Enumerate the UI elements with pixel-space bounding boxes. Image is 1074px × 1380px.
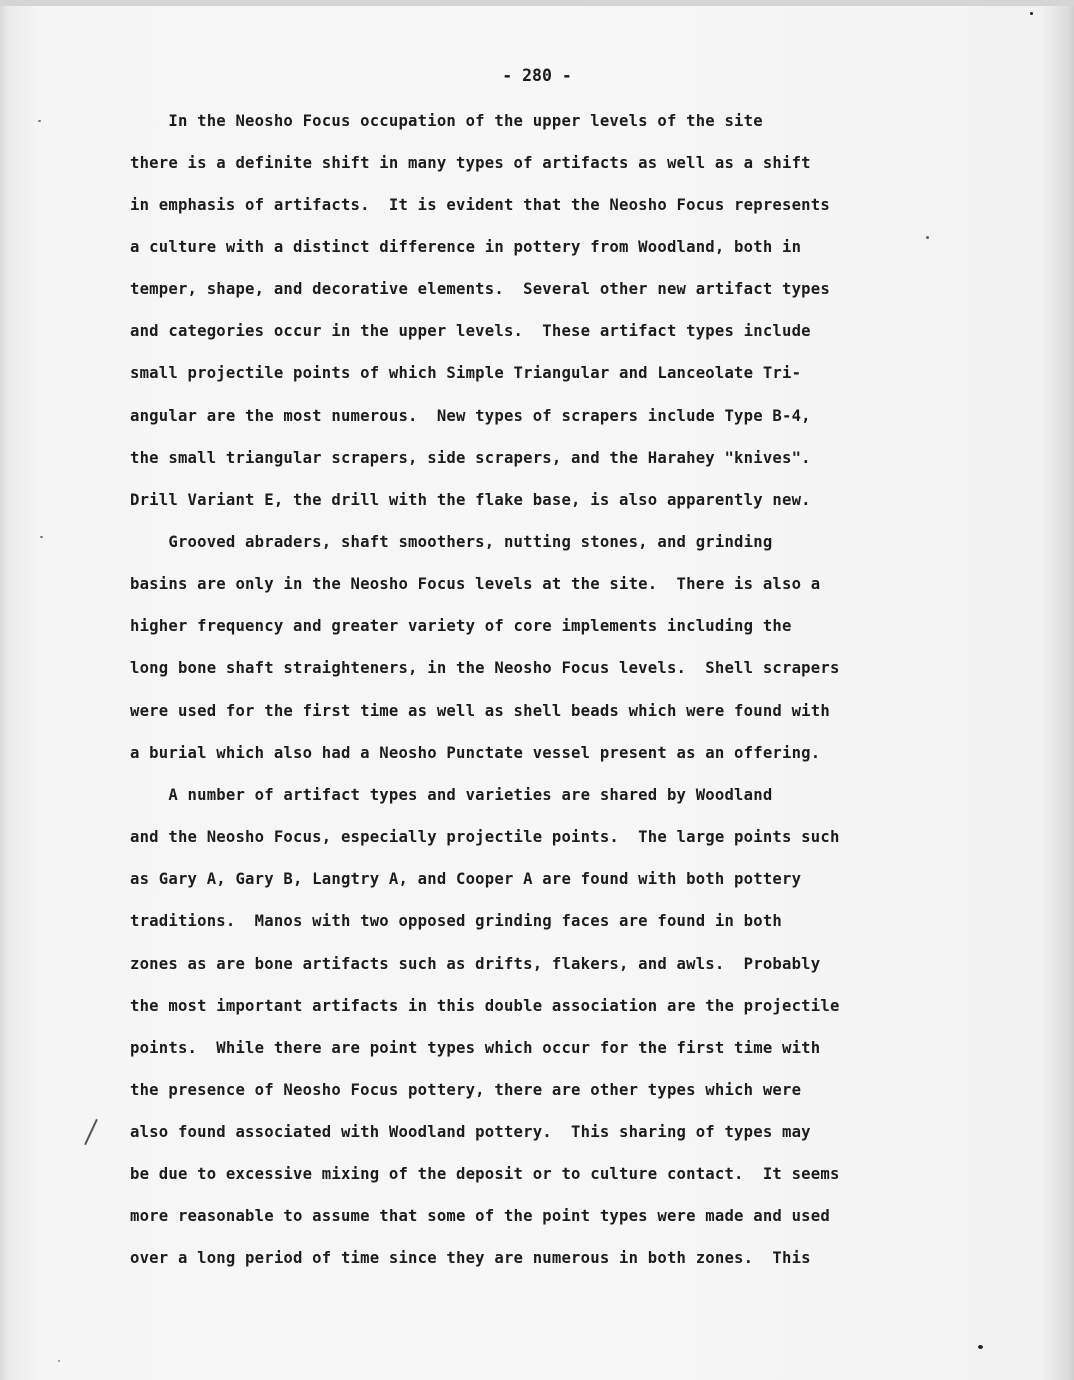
text-line: the presence of Neosho Focus pottery, there are other types which were xyxy=(130,1081,802,1099)
text-line: temper, shape, and decorative elements. Several other new artifact types xyxy=(130,280,830,298)
text-line: zones as are bone artifacts such as drifts, flakers, and awls. Probably xyxy=(130,955,821,973)
text-line: be due to excessive mixing of the deposit or to culture contact. It seems xyxy=(130,1165,840,1183)
scan-speck xyxy=(978,1345,983,1349)
text-line: In the Neosho Focus occupation of the upper levels of the site xyxy=(130,112,763,130)
page-number: - 280 - xyxy=(502,66,572,85)
scan-top-edge xyxy=(0,0,1074,6)
text-line: were used for the first time as well as shell beads which were found with xyxy=(130,702,830,720)
text-line: angular are the most numerous. New types of scrapers include Type B-4, xyxy=(130,407,811,425)
text-line: a burial which also had a Neosho Punctate vessel present as an offering. xyxy=(130,744,821,762)
text-line: there is a definite shift in many types of artifacts as well as a shift xyxy=(130,154,811,172)
text-line: a culture with a distinct difference in pottery from Woodland, both in xyxy=(130,238,802,256)
text-line: and categories occur in the upper levels. These artifact types include xyxy=(130,322,811,340)
scan-speck xyxy=(1030,12,1033,15)
scan-speck xyxy=(38,120,41,122)
text-line: the small triangular scrapers, side scrapers, and the Harahey "knives". xyxy=(130,449,811,467)
text-line: higher frequency and greater variety of core implements including the xyxy=(130,617,792,635)
text-line: small projectile points of which Simple Triangular and Lanceolate Tri- xyxy=(130,364,802,382)
text-line: long bone shaft straighteners, in the Neosho Focus levels. Shell scrapers xyxy=(130,659,840,677)
text-line: Grooved abraders, shaft smoothers, nutting stones, and grinding xyxy=(130,533,773,551)
text-line: as Gary A, Gary B, Langtry A, and Cooper A are found with both pottery xyxy=(130,870,802,888)
text-line: and the Neosho Focus, especially projectile points. The large points such xyxy=(130,828,840,846)
scan-speck xyxy=(926,236,929,239)
scan-speck xyxy=(58,1360,60,1362)
text-line: the most important artifacts in this double association are the projectile xyxy=(130,997,840,1015)
text-line: A number of artifact types and varieties are shared by Woodland xyxy=(130,786,773,804)
text-line: points. While there are point types which occur for the first time with xyxy=(130,1039,821,1057)
text-line: basins are only in the Neosho Focus levels at the site. There is also a xyxy=(130,575,821,593)
text-line: traditions. Manos with two opposed grinding faces are found in both xyxy=(130,912,782,930)
text-line: also found associated with Woodland pottery. This sharing of types may xyxy=(130,1123,811,1141)
scan-speck xyxy=(40,536,43,538)
text-line: more reasonable to assume that some of the point types were made and used xyxy=(130,1207,830,1225)
text-line: over a long period of time since they are numerous in both zones. This xyxy=(130,1249,811,1267)
text-line: Drill Variant E, the drill with the flake base, is also apparently new. xyxy=(130,491,811,509)
text-line: in emphasis of artifacts. It is evident that the Neosho Focus represents xyxy=(130,196,830,214)
